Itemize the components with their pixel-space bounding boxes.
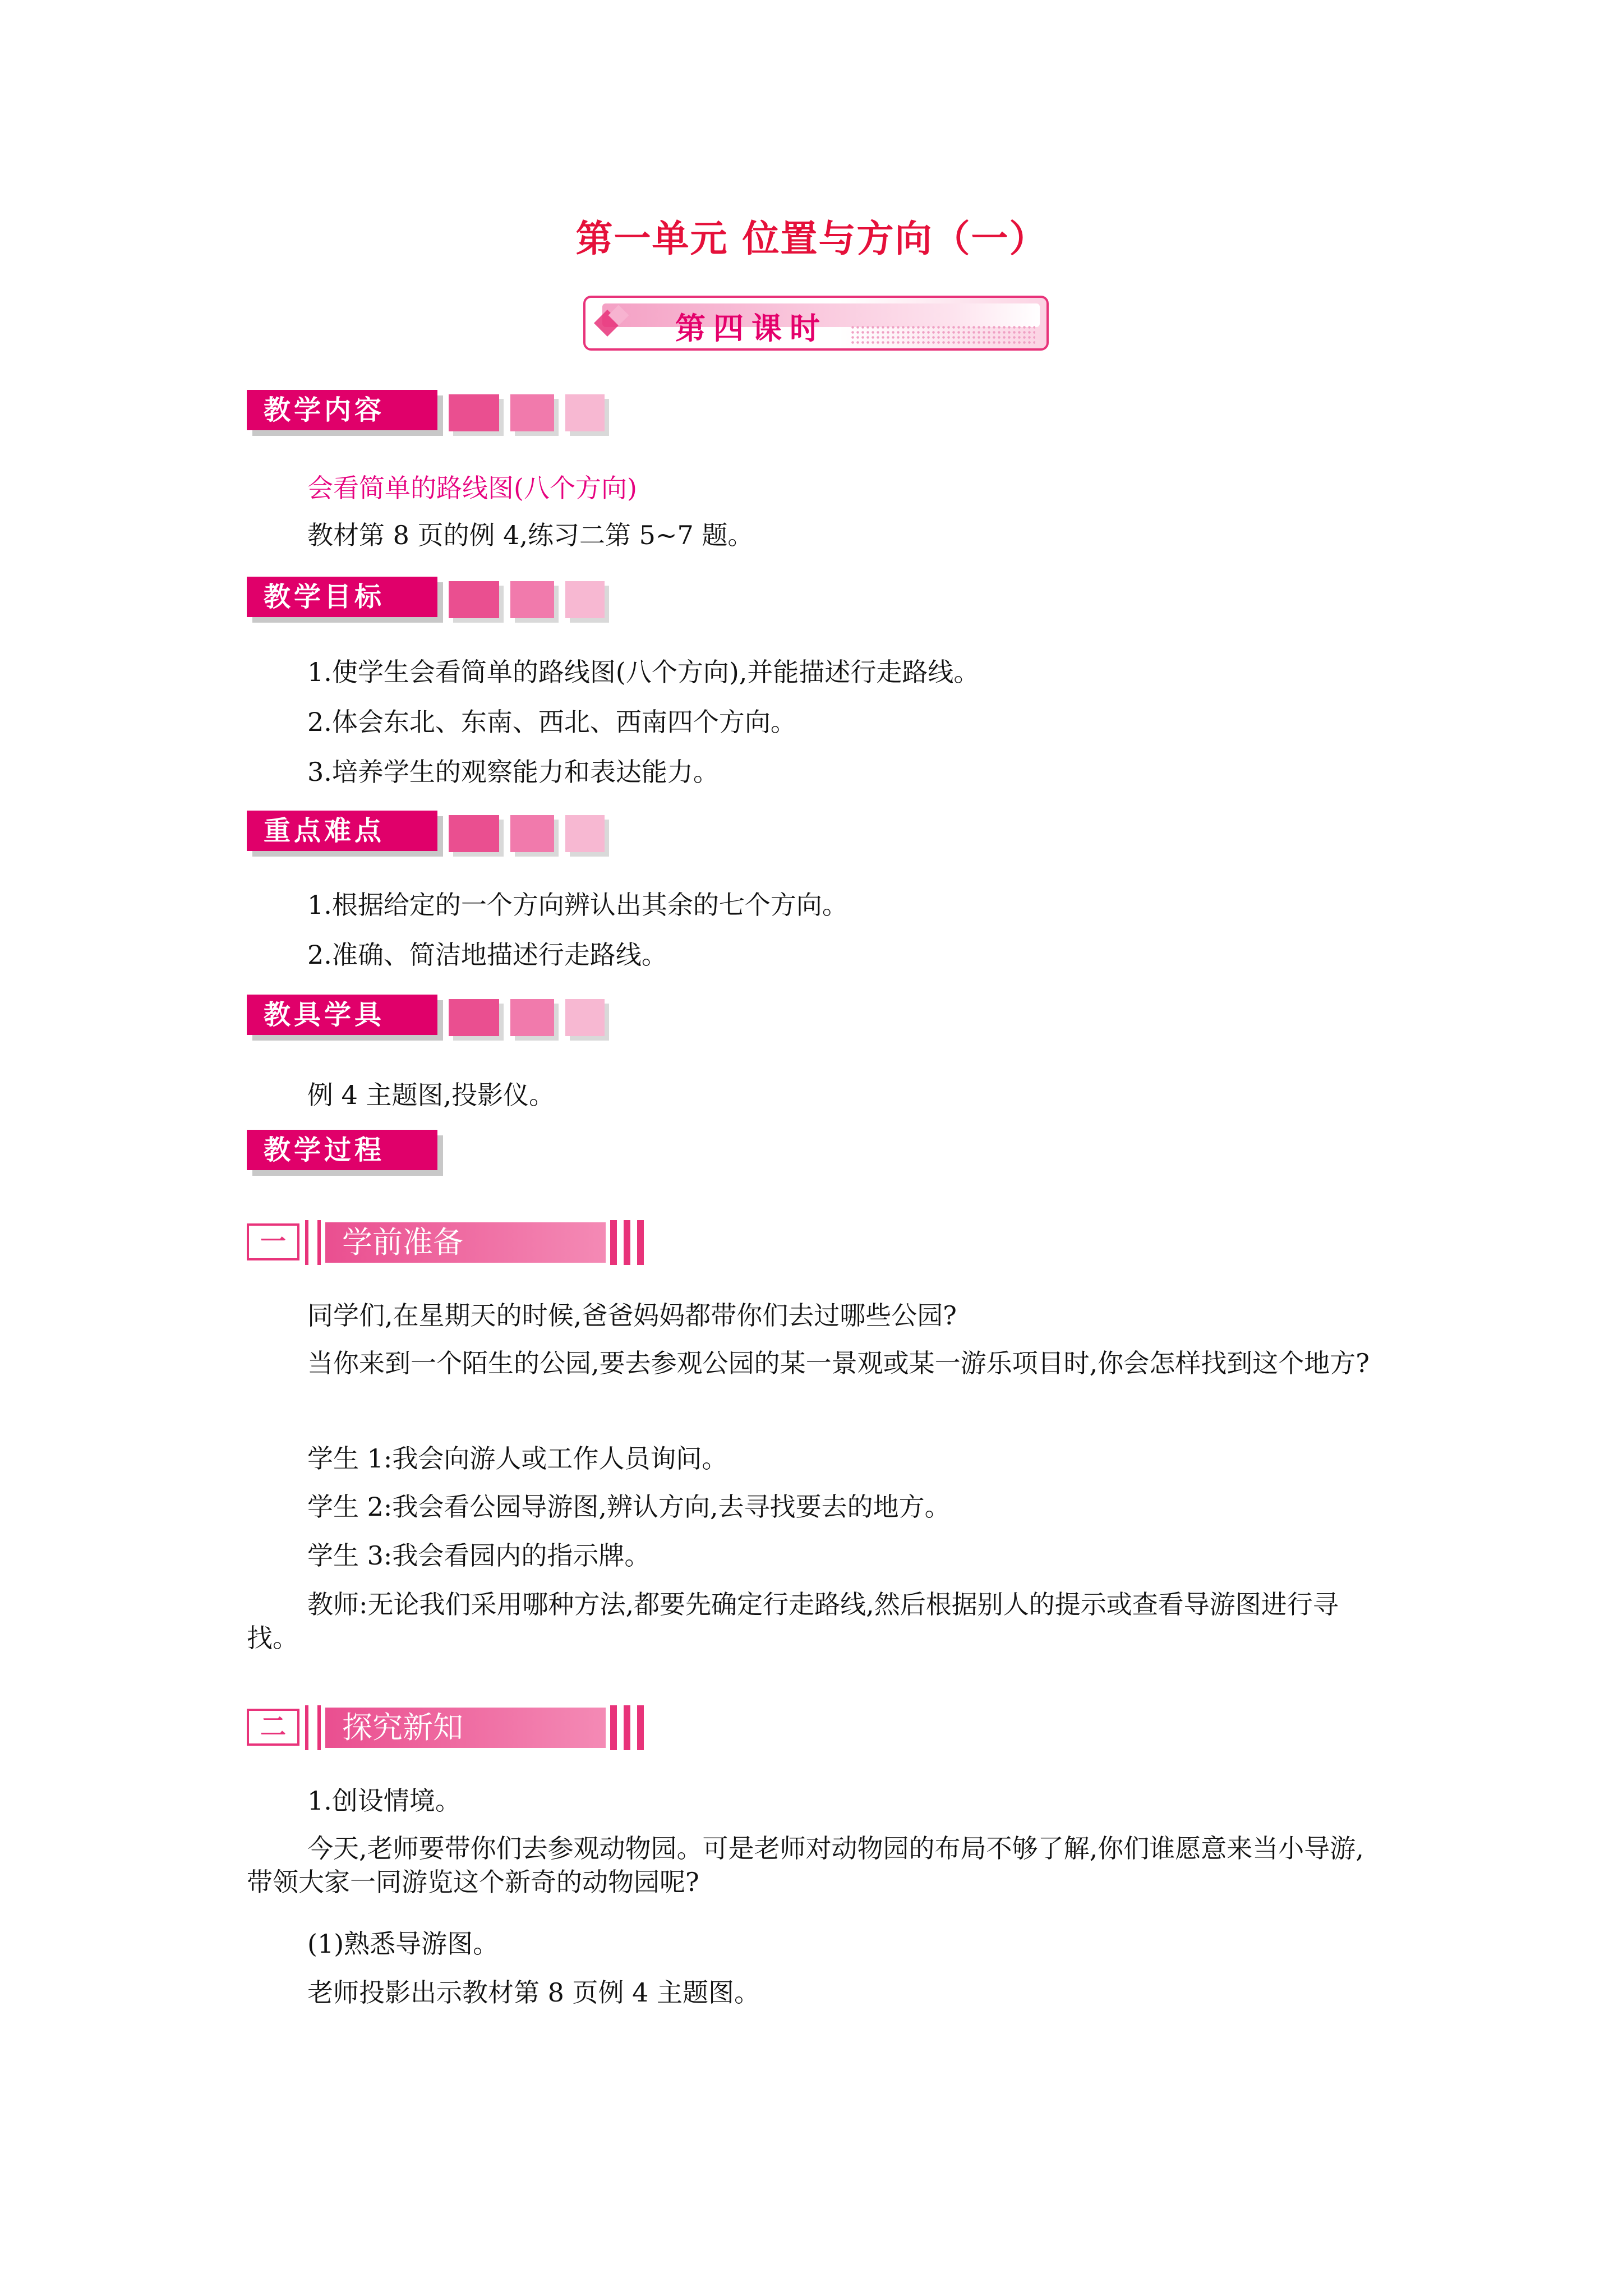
tail-bar	[610, 1705, 617, 1750]
divider-bars	[305, 1705, 321, 1750]
unit-title: 第一单元 位置与方向（一）	[575, 217, 1048, 260]
decor-square	[449, 815, 499, 852]
tools-text: 例 4 主题图,投影仪。	[307, 1080, 555, 1110]
tail-bar	[637, 1220, 644, 1265]
part-title: 学前准备	[325, 1222, 606, 1263]
section-label: 教学过程	[247, 1130, 437, 1170]
section-heading-process	[247, 1130, 449, 1174]
tail-bar	[624, 1705, 630, 1750]
paragraph: 同学们,在星期天的时候,爸爸妈妈都带你们去过哪些公园?	[307, 1300, 957, 1331]
paragraph: 学生 3:我会看园内的指示牌。	[307, 1540, 651, 1571]
section-heading-content	[247, 390, 639, 434]
decor-square	[565, 581, 605, 618]
paragraph: 学生 2:我会看公园导游图,辨认方向,去寻找要去的地方。	[307, 1492, 951, 1522]
key-point-item: 2.准确、简洁地描述行走路线。	[307, 940, 667, 970]
decor-square	[565, 394, 605, 431]
part-heading-2	[247, 1705, 651, 1750]
divider-bars	[305, 1220, 321, 1265]
goal-item: 3.培养学生的观察能力和表达能力。	[307, 757, 719, 787]
decor-square	[449, 999, 499, 1036]
paragraph: 老师投影出示教材第 8 页例 4 主题图。	[307, 1977, 760, 2008]
section-label: 教具学具	[247, 995, 437, 1035]
lesson-banner	[583, 296, 1049, 351]
part-number: 二	[247, 1709, 299, 1746]
banner-dots	[850, 325, 1035, 345]
decor-square	[565, 999, 605, 1036]
lesson-label: 第四课时	[675, 311, 828, 346]
decor-square	[449, 394, 499, 431]
section-heading-key-points	[247, 811, 639, 854]
key-point-item: 1.根据给定的一个方向辨认出其余的七个方向。	[307, 890, 848, 920]
tail-bar	[610, 1220, 617, 1265]
decor-square	[449, 581, 499, 618]
goal-item: 1.使学生会看简单的路线图(八个方向),并能描述行走路线。	[307, 657, 980, 687]
decor-square	[510, 999, 554, 1036]
section-heading-goals	[247, 577, 639, 620]
section-label: 教学目标	[247, 577, 437, 617]
paragraph: 1.创设情境。	[307, 1786, 461, 1816]
decor-square	[565, 815, 605, 852]
tail-bar	[624, 1220, 630, 1265]
tail-bar	[637, 1705, 644, 1750]
decor-square	[510, 815, 554, 852]
paragraph: 今天,老师要带你们去参观动物园。可是老师对动物园的布局不够了解,你们谁愿意来当小导游,带领大家一同游览这个新奇的动物园呢?	[247, 1833, 1364, 1897]
part-title: 探究新知	[325, 1708, 606, 1748]
paragraph: (1)熟悉导游图。	[307, 1929, 499, 1959]
content-text: 教材第 8 页的例 4,练习二第 5~7 题。	[307, 520, 754, 550]
paragraph: 学生 1:我会向游人或工作人员询问。	[307, 1443, 728, 1474]
goal-item: 2.体会东北、东南、西北、西南四个方向。	[307, 707, 796, 737]
section-heading-tools	[247, 995, 639, 1038]
section-label: 重点难点	[247, 811, 437, 851]
decor-square	[510, 394, 554, 431]
paragraph: 当你来到一个陌生的公园,要去参观公园的某一景观或某一游乐项目时,你会怎样找到这个地方?	[307, 1348, 1370, 1378]
part-number: 一	[247, 1223, 299, 1260]
content-topic: 会看简单的路线图(八个方向)	[307, 473, 637, 503]
part-heading-1	[247, 1220, 651, 1265]
paragraph: 教师:无论我们采用哪种方法,都要先确定行走路线,然后根据别人的提示或查看导游图进行寻找。	[247, 1589, 1339, 1653]
decor-square	[510, 581, 554, 618]
section-label: 教学内容	[247, 390, 437, 430]
